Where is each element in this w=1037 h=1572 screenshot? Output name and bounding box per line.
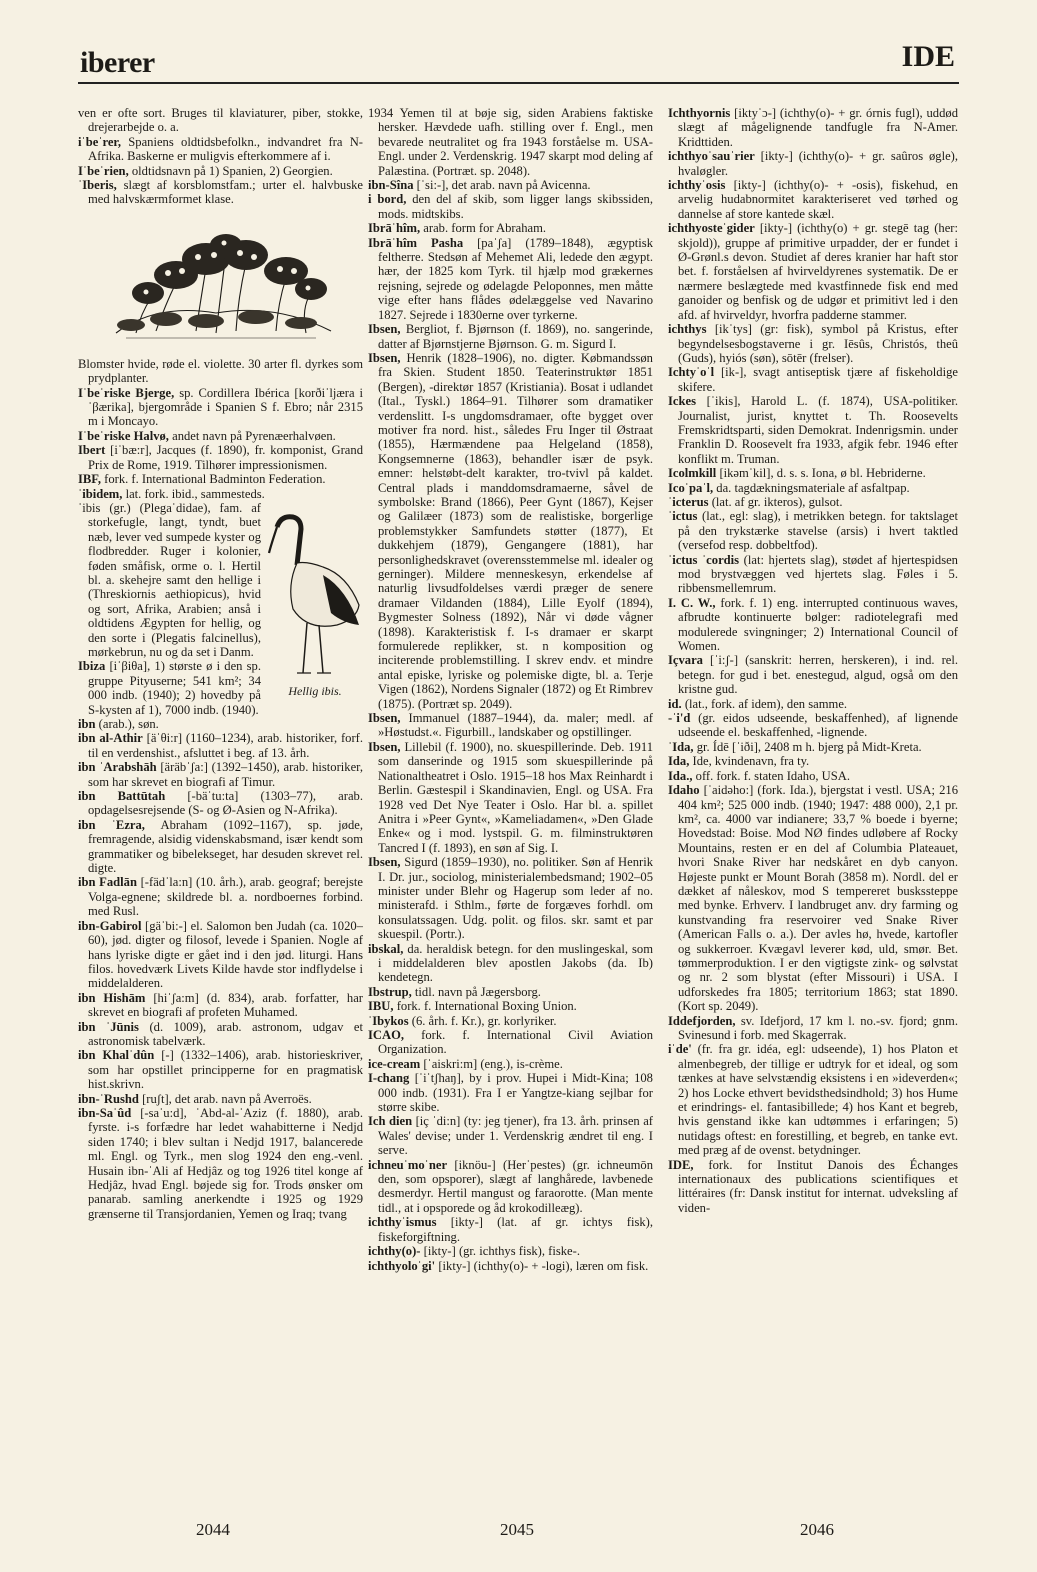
dictionary-entry xyxy=(668,1158,958,1216)
definition: [-fädˈla:n] (10. årh.), arab. geograf; berejste Volga-egnene; skildrede bl. a. nordboernes forbind. med Rusl. xyxy=(88,875,363,919)
definition: (gr. eidos udseende, beskaffenhed), af lignende udseende el. beskaffenhed, -lignende. xyxy=(678,711,958,740)
column-1-entries-mid xyxy=(78,386,363,501)
headword: Ibsen, xyxy=(368,711,401,726)
headword: ibn Khalˈdûn xyxy=(78,1048,155,1063)
headword: ibn-Saˈûd xyxy=(78,1105,132,1120)
headword: IBU, xyxy=(368,999,394,1014)
definition: [ikty-] (gr. ichthys fisk), fiske-. xyxy=(423,1244,580,1259)
column-1-entries xyxy=(78,106,363,207)
headword: Ida, xyxy=(668,754,690,769)
dictionary-entry xyxy=(368,740,653,855)
headword: ichthyoˈsauˈrier xyxy=(668,149,755,164)
definition: [ikty-] (ichthy(o)- + gr. saûros øgle), hvaløgler. xyxy=(678,149,958,178)
headword: ibn Battūtah xyxy=(78,789,166,804)
definition: [ˈaidəho:] (fork. Ida.), bjergstat i vestl. USA; 216 404 km²; 525 000 indb. (1940; 1947: 488 000), 2,1 pr. km², ca. 4000 var indianere; 33,7 % boede i byerne; Hovedstad: Boise. Mod NØ findes udløbere af Rocky Mountains, resten er en del af Columbia Plateauet, hvori Snake River har nedskåret en dyb canyon. Højeste punkt er Mount Borah (3858 m). Nordl. del er dækket af nåleskov, mod S tempereret buskssteppe med bynke. Erhverv. I landbruget anv. dry farming og kunstvanding fra reservoirer ved Snake River (American Falls o. a.). Der avles hø, hvede, kartofler og sukkerroer. Kvægavl leverer kød, uld, smør. Bet. tømmerproduktion. I er den vigtigste zink- og sølvstat og nr. 2 som blystat (efter Missouri) i USA. I udforskedes fra 1805; territorium 1863; stat 1890. (Kort sp. 2049). xyxy=(678,783,958,1014)
dictionary-entry xyxy=(368,1114,653,1157)
dictionary-entry xyxy=(668,553,958,596)
dictionary-entry xyxy=(368,999,653,1013)
definition: da. tagdækningsmateriale af asfaltpap. xyxy=(716,480,910,495)
definition: lat. fork. ibid., sammesteds. xyxy=(125,486,265,501)
definition: [ikəmˈkil], d. s. s. Iona, ø bl. Hebriderne. xyxy=(719,466,926,481)
page-number-left: 2044 xyxy=(196,1520,230,1539)
dictionary-entry xyxy=(368,1028,653,1057)
definition: ven er ofte sort. Bruges til klaviaturer, piber, stokke, drejerarbejde o. a. xyxy=(78,106,363,135)
headword: Ichthyornis xyxy=(668,106,731,120)
dictionary-entry xyxy=(668,769,958,783)
headword: iˈde' xyxy=(668,1042,692,1057)
definition: (lat: hjertets slag), stødet af hjertespidsen mod brystvæggen ved hjertets slag. Føles i 5. ribbensmellemrum. xyxy=(678,552,958,596)
dictionary-entry xyxy=(368,192,653,221)
definition: sp. Cordillera Ibérica [korðiˈljæra iˈβærika], bjergområde i Spanien S f. Ebro; når 2315 m i Moncayo. xyxy=(88,385,363,429)
definition: Bergliot, f. Bjørnson (f. 1869), no. sangerinde, datter af Bjørnstjerne Bjørnson. G. m. Sigurd I. xyxy=(378,322,653,351)
headword: ibn ˈJūnis xyxy=(78,1019,139,1034)
definition: [ˈiˈtʃhaŋ], by i prov. Hupei i Midt-Kina; 108 000 indb. (1931). Fra I er Yangtze-kiang sejlbar for større skibe. xyxy=(378,1071,653,1115)
definition: [iç ˈdi:n] (ty: jeg tjener), fra 13. årh. prinsen af Wales' devise; under 1. Verdenskrig ændret til eng. I serve. xyxy=(378,1114,653,1158)
definition: (6. årh. f. Kr.), gr. korlyriker. xyxy=(411,1013,557,1028)
headword: ibn-ˈRushd xyxy=(78,1091,139,1106)
dictionary-entry xyxy=(78,1048,363,1091)
definition: [ruʃt], det arab. navn på Averroës. xyxy=(142,1091,312,1106)
running-head-left: iberer xyxy=(80,46,155,79)
headword: -ˈi'd xyxy=(668,711,691,726)
definition: [iknöu-] (Herˈpestes) (gr. ichneumōn den, som opsporer), slægt af langhårede, lavbenede desmerdyr. Hertil mangust og faraorotte. (Man mente tidl., at i opsporede og åd krokodilleæg). xyxy=(378,1157,653,1215)
headword: ibskal, xyxy=(368,941,404,956)
definition: den del af skib, som ligger langs skibssiden, mods. midtskibs. xyxy=(378,192,653,221)
dictionary-entry xyxy=(368,351,653,711)
dictionary-entry xyxy=(668,596,958,654)
headword: id. xyxy=(668,696,682,711)
running-head-right: IDE xyxy=(901,40,955,73)
definition: da. heraldisk betegn. for den muslingeskal, som i middelalderen blev apostlen Jakobs (da. Ib) kendetegn. xyxy=(378,941,653,985)
dictionary-entry xyxy=(668,394,958,466)
definition: [-bäˈtu:ta] (1303–77), arab. opdagelsesrejsende (S- og Ø-Asien og N-Afrika). xyxy=(88,789,363,818)
definition: fork. f. 1) eng. interrupted continuous waves, afbrudte kontinuerte bølger: radiotelegrafi med modulerede svingninger; 2) International Council of Women. xyxy=(678,595,958,654)
definition: [ikty-] (lat. af gr. ichtys fisk), fiskeforgiftning. xyxy=(378,1215,653,1244)
definition: Immanuel (1887–1944), da. maler; medl. af »Høstudst.«. Figurbill., landskaber og opstillinger. xyxy=(378,711,653,740)
definition: [-] (1332–1406), arab. historieskriver, som har opstillet principperne for en pragmatisk hist.skrivn. xyxy=(88,1048,363,1092)
headword: ichthys xyxy=(668,322,707,337)
headword: I. C. W., xyxy=(668,595,716,610)
ibis-entry: ˈibis (gr.) (Plegaˈdidae), fam. af storkefugle, langt, tyndt, buet næb, lever ved sumpede kyster og flodbredder. Ruger i kolonier, føden småfisk, orme o. l. Hertil bl. a. skehejre samt den hellige i (Threskiornis aethiopicus), hvid og sort, Afrika, Arabien; anså i oldtidens Ægypten for hellig, og den sorte i (Plegatis falcinellus), mørkebrun, nu og da set i Danm. xyxy=(78,500,261,659)
dictionary-entry xyxy=(668,653,958,696)
headword: ibn-Gabirol xyxy=(78,918,142,933)
dictionary-entry xyxy=(78,919,363,991)
headword: Ickes xyxy=(668,394,696,409)
headword: ice-cream xyxy=(368,1056,421,1071)
definition: sv. Idefjord, 17 km l. no.-sv. fjord; gnm. Svinesund i forb. med Skagerrak. xyxy=(678,1013,958,1042)
headword: ichthyˈosis xyxy=(668,178,726,193)
dictionary-entry xyxy=(368,711,653,740)
dictionary-entry xyxy=(368,1158,653,1216)
dictionary-entry xyxy=(78,731,363,760)
definition: Spaniens oldtidsbefolkn., indvandret fra N-Afrika. Baskerne er muligvis efterkommere af i. xyxy=(88,134,363,164)
dictionary-entry xyxy=(78,760,363,789)
definition: [iˈbæ:r], Jacques (f. 1890), fr. komponist, Grand Prix de Rome, 1919. Tilhører impressionismen. xyxy=(88,443,363,472)
dictionary-entry xyxy=(368,985,653,999)
definition: arab. form for Abraham. xyxy=(423,221,547,236)
definition: Henrik (1828–1906), no. digter. Købmandssøn fra Skien. Student 1850. Teaterinstruktør 1851 (Bergen), -direktør 1857 (Kristiania). Bosat i udlandet (Ital., Tyskl.) 1864–91. Tilhører som dramatiker verdenslitt. I-s ungdomsdramaer, ofte bygget over motiver fra nord. hist., således Fru Inger til Østraat (1855), Hærmændene paa Helgeland (1858), Kongsemnerne (1863), behandler især de psyk. emner: helstøbt-delt karakter, tro-tvivl på kaldet. Central plads i manddomsdramaerne, såvel de symbolske: Brand (1866), Peer Gynt (1867), Kejser og Galilæer (1873) som de realistiske, borgerlige problemstykker Samfundets støtter (1877), Et dukkehjem (1879), Gengangere (1881), har personlighedskravet (overensstemmelse ml. idealer og gerninger). Mildere menneskesyn, erkendelse af naturlig livsudfoldelses værdi præger de senere dramaer Vildanden (1884), Lille Eyolf (1894), Bygmester Solness (1892), Når vi døde vågner (1898). Karakteristisk f. I-s dramaer er skarpt formulerede replikker, st. n komposition og inciterende problemstilling. I skrev endv. et mindre antal episke, lyriske og polemiske digte, bl. a. Terje Vigen (1862), Nordens Signaler (1872) og Et Rimbrev (1875). (Portræt sp. 2049). xyxy=(378,350,653,711)
headword: Ich dien xyxy=(368,1114,413,1129)
dictionary-entry xyxy=(668,149,958,178)
headword: Icolmkill xyxy=(668,466,717,481)
definition: tidl. navn på Jægersborg. xyxy=(414,984,541,999)
headword: ˈictus xyxy=(668,509,698,524)
headword: ichthy(o)- xyxy=(368,1244,421,1259)
dictionary-entry xyxy=(78,135,363,164)
column-1-entries-b xyxy=(78,659,363,1221)
dictionary-entry xyxy=(668,106,958,149)
iberis-plant-drawing xyxy=(96,213,346,353)
definition: gr. Ídē [ˈiði], 2408 m h. bjerg på Midt-Kreta. xyxy=(696,739,922,754)
dictionary-entry xyxy=(78,717,363,731)
headword: ichthyosteˈgider xyxy=(668,221,755,236)
dictionary-entry xyxy=(668,697,958,711)
dictionary-entry xyxy=(368,236,653,322)
definition: [ˈikis], Harold L. (f. 1874), USA-politiker. Journalist, jurist, knyttet t. Th. Roosevelts Fremskridtsparti, siden Demokrat. Indenrigsmin. under Franklin D. Roosevelt fra 1933, afgik febr. 1946 efter konflikt m. Truman. xyxy=(678,394,958,466)
flower-illustration xyxy=(78,213,363,353)
dictionary-entry xyxy=(78,991,363,1020)
dictionary-entry xyxy=(368,106,653,178)
dictionary-entry xyxy=(78,178,363,207)
headword: Iˈbeˈriske Bjerge, xyxy=(78,385,175,400)
headword: ˈibidem, xyxy=(78,486,123,501)
definition: [ˈaiskri:m] (eng.), is-crème. xyxy=(423,1056,563,1071)
headword: i bord, xyxy=(368,192,407,207)
definition: (fr. fra gr. idéa, egl: udseende), 1) hos Platon et almenbegreb, der tillige er udtryk for et ideal, og som tænkes at have selvstændig eksistens i en »ideverden«; 2) hos Locke ethvert bevidsthedsindhold; 3) hos Hume et erindrings- el. fantasibillede; 4) hos Kant et begreb, hvis genstand ikke kan udtømmes i erfaringen; 5) nutidags oftest: en forestilling, et begreb, en tanke evt. med præg af de ovenst. betydninger. xyxy=(678,1042,958,1158)
definition: fork. f. International Badminton Federation. xyxy=(104,472,326,487)
headword: Ibert xyxy=(78,443,106,458)
dictionary-entry xyxy=(78,429,363,443)
dictionary-entry xyxy=(668,178,958,221)
dictionary-entry xyxy=(668,1042,958,1157)
definition: (arab.), søn. xyxy=(98,717,159,731)
page-number-middle: 2045 xyxy=(500,1520,534,1539)
definition: Lillebil (f. 1900), no. skuespillerinde. Deb. 1911 som danserinde og 1915 som skuespillerinde på Nationaltheatret i Oslo. 1915–18 hos Max Reinhardt i Berlin. Gæstespil i Skandinavien, Engl. og USA. Fra 1928 ved Det Nye Teater i Oslo. Har bl. a. spillet Anitra i »Peer Gynt«, »Kameliadamen«, »Den Glade Enke« og i mod. lystspil. G. m. filminstruktøren Tancred I (f. 1893), en søn af Sig. I. xyxy=(378,739,653,855)
definition: [hiˈʃa:m] (d. 834), arab. forfatter, har skrevet en biografi af profeten Muhamed. xyxy=(88,990,363,1020)
headword: I-chang xyxy=(368,1071,410,1086)
headword: Iˈbeˈriske Halvø, xyxy=(78,428,169,443)
dictionary-entry xyxy=(78,386,363,429)
headword: IBF, xyxy=(78,472,101,487)
headword: Içvara xyxy=(668,653,703,668)
definition: [iktyˈɔ-] (ichthy(o)- + gr. órnis fugl), uddød slægt af mågelignende tandfugle fra N-Amer. Kridttiden. xyxy=(678,106,958,149)
definition: [ˈi:ʃ-] (sanskrit: herren, herskeren), i ind. rel. betegn. for gud i bet. enestegud, algud, også om den kristne gud. xyxy=(678,653,958,697)
dictionary-entry xyxy=(368,1057,653,1071)
dictionary-entry xyxy=(668,322,958,365)
definition: [ikˈtys] (gr: fisk), symbol på Kristus, efter begyndelsesbogstaverne i gr. Iēsûs, Christós, theû (Guds), hyiós (søn), sōtēr (frelser). xyxy=(678,322,958,365)
dictionary-entry xyxy=(368,1244,653,1258)
dictionary-entry xyxy=(368,1014,653,1028)
dictionary-entry xyxy=(368,855,653,941)
headword: Ida., xyxy=(668,768,693,783)
definition: [ikty-] (ichthy(o)- + -osis), fiskehud, en arvelig hudabnormitet karakteriseret ved tørhed og dannelse af store kantede skæl. xyxy=(678,178,958,221)
headword: Ibsen, xyxy=(368,739,401,754)
header-rule xyxy=(78,82,959,84)
headword: Idaho xyxy=(668,783,700,798)
dictionary-entry xyxy=(668,365,958,394)
headword: ˈIbykos xyxy=(368,1013,409,1028)
sacred-ibis-drawing xyxy=(267,505,363,681)
dictionary-entry xyxy=(668,495,958,509)
dictionary-entry xyxy=(368,1215,653,1244)
dictionary-entry xyxy=(668,783,958,1014)
headword: ibn al-Athir xyxy=(78,731,143,746)
headword: ibn Hishām xyxy=(78,990,146,1005)
definition: fork. for Institut Danois des Échanges internationaux des publications scientifiques et littéraires (fr: Dansk institut for internat. udveksling af viden- xyxy=(678,1157,958,1215)
headword: ibn Fadlān xyxy=(78,875,137,890)
dictionary-entry xyxy=(78,1106,363,1221)
headword: Iˈbeˈrien, xyxy=(78,163,129,178)
dictionary-entry xyxy=(78,1020,363,1049)
column-3 xyxy=(668,106,958,1524)
dictionary-entry xyxy=(78,106,363,135)
headword: IDE, xyxy=(668,1157,694,1172)
headword: ibn ˈEzra, xyxy=(78,817,145,832)
dictionary-entry xyxy=(78,789,363,818)
dictionary-entry xyxy=(668,466,958,480)
definition: [gäˈbi:-] el. Salomon ben Judah (ca. 1020–60), jød. digter og filosof, levede i Spanien. Nogle af hans lyriske digte er gået ind i den jød. liturgi. Hans filos. hovedværk Livets Kilde havde stor indflydelse i middelalderen. xyxy=(88,918,363,991)
definition: [äˈθi:r] (1160–1234), arab. historiker, forf. til en verdenshist., afsluttet i beg. af 13. årh. xyxy=(88,731,363,760)
dictionary-entry xyxy=(78,472,363,486)
definition: [paˈʃa] (1789–1848), ægyptisk feltherre. Stedsøn af Mehemet Ali, ledede den ægypt. hær, der 1825 kom Tyrk. til hjælp mod grækernes rejsning, sejrede og ødelagde Peloponnes, men måtte vige efter hans flådes ødelæggelse ved Navarino 1827. Sejrede i 1830erne over tyrkerne. xyxy=(378,235,653,322)
dictionary-entry xyxy=(368,942,653,985)
headword: Ibiza xyxy=(78,659,106,674)
flower-caption: Blomster hvide, røde el. violette. 30 arter fl. dyrkes som prydplanter. xyxy=(78,356,363,386)
headword: ichneuˈmoˈner xyxy=(368,1157,448,1172)
dictionary-entry xyxy=(78,818,363,876)
page-number-right: 2046 xyxy=(800,1520,834,1539)
headword: Iddefjorden, xyxy=(668,1013,736,1028)
definition: [ikty-] (ichthy(o)- + -logi), læren om fisk. xyxy=(438,1258,649,1273)
dictionary-entry xyxy=(668,221,958,322)
definition: Abraham (1092–1167), sp. jøde, fremragende, alsidig videnskabsmand, især kendt som grammatiker og bibelekseget, har desuden skrevet rel. digte. xyxy=(88,817,363,876)
dictionary-entry xyxy=(668,754,958,768)
definition: fork. f. International Boxing Union. xyxy=(396,999,577,1014)
headword: Ichtyˈoˈl xyxy=(668,365,715,380)
definition: oldtidsnavn på 1) Spanien, 2) Georgien. xyxy=(131,163,333,178)
headword: iˈbeˈrer, xyxy=(78,134,122,149)
definition: (d. 1009), arab. astronom, udgav et astronomisk tabelværk. xyxy=(88,1019,363,1048)
definition: [-saˈu:d], ˈAbd-al-ˈAziz (f. 1880), arab. fyrste. i-s forfædre har ledet wahabitterne i Nedjd siden 1740; i blev sultan i Nedjd 1917, balancerede ml. Engl. og Tyrk., men slog 1924 den eng.-venl. Husain ibn-ˈAli af Hedjâz og tog 1926 titel konge af Hedjâz, hvad Engl. bøjede sig for. Trods ønsker om panarab. samling anerkendte i 1925 og 1929 grænserne til Transjordanien, Yemen og Iraq; tvang xyxy=(88,1105,363,1221)
headword: ichthyˈismus xyxy=(368,1215,437,1230)
definition: fork. f. International Civil Aviation Organization. xyxy=(378,1028,653,1057)
ibis-illustration xyxy=(267,505,363,699)
headword: ibn-Sîna xyxy=(368,178,414,193)
column-1 xyxy=(78,106,363,1524)
dictionary-entry xyxy=(368,221,653,235)
definition: Ide, kvindenavn, fra ty. xyxy=(692,754,810,769)
headword: Ibrāˈhîm, xyxy=(368,221,421,236)
dictionary-entry xyxy=(368,178,653,192)
dictionary-entry xyxy=(668,509,958,552)
headword: ibn ˈArabshāh xyxy=(78,760,157,775)
dictionary-entry xyxy=(78,487,363,501)
headword: Ibsen, xyxy=(368,322,401,337)
dictionary-entry xyxy=(78,164,363,178)
definition: [iˈβiθa], 1) største ø i den sp. gruppe Pityuserne; 541 km²; 34 000 indb. (1940); 2) hovedby på S-kysten af 1), 7000 indb. (1940). xyxy=(88,659,261,717)
headword: Ibsen, xyxy=(368,855,401,870)
dictionary-entry xyxy=(668,740,958,754)
headword: Icoˈpaˈl, xyxy=(668,480,714,495)
dictionary-entry xyxy=(368,1071,653,1114)
column-2 xyxy=(368,106,653,1524)
dictionary-entry xyxy=(668,711,958,740)
definition: (lat., fork. af idem), den samme. xyxy=(684,696,848,711)
definition: 1934 Yemen til at bøje sig, siden Arabiens faktiske hersker. Hævdede uafh. stilling over f. Engl., men bevarede neutralitet og fra 1943 forståelse m. USA-Engl. under 2. Verdenskrig. 1947 skarpt mod deling af Palæstina. (Portræt. sp. 2048). xyxy=(368,106,653,178)
definition: [ˈsi:-], det arab. navn på Avicenna. xyxy=(416,178,591,193)
dictionary-entry xyxy=(668,481,958,495)
headword: ICAO, xyxy=(368,1028,405,1042)
definition: [äräbˈʃa:] (1392–1450), arab. historiker, som har skrevet en biografi af Timur. xyxy=(88,760,363,789)
definition: (lat. af gr. ikteros), gulsot. xyxy=(711,494,843,509)
definition: [ikty-] (ichthy(o) + gr. stegē tag (her: skjold)), gruppe af primitive urpadder, der er fundet i Ø-Grønl.s devon. Studiet af deres kranier har haft stor bet. f. forståelsen af hvirveldyrenes systematik. De er nærmere beslægtede med kvastfinnede fisk end med ganoider og benfisk og de udgør et primitivt led i den afd. af hvirveldyr, hvorfra padderne stammer. xyxy=(678,221,958,322)
headword: ˈicterus xyxy=(668,494,709,509)
definition: (lat., egl: slag), i metrikken betegn. for taktslaget på den trykstærke stavelse (arsis) i hvert taktled (versefod resp. dobbeltfod). xyxy=(678,509,958,553)
dictionary-entry xyxy=(368,322,653,351)
headword: ˈIda, xyxy=(668,739,694,754)
definition: slægt af korsblomstfam.; urter el. halvbuske med halvskærmformet klase. xyxy=(88,178,363,207)
headword: Ibsen, xyxy=(368,350,401,365)
headword: ˈictus ˈcordis xyxy=(668,552,740,567)
headword: ibn xyxy=(78,717,96,731)
dictionary-entry xyxy=(368,1259,653,1273)
dictionary-entry xyxy=(78,443,363,472)
dictionary-entry xyxy=(668,1014,958,1043)
headword: Ibrāˈhîm Pasha xyxy=(368,235,464,250)
definition: andet navn på Pyrenæerhalvøen. xyxy=(172,428,336,443)
definition: [ik-], svagt antiseptisk tjære af fiskeholdige skifere. xyxy=(678,365,958,394)
headword: Ibstrup, xyxy=(368,984,412,999)
dictionary-entry xyxy=(78,875,363,918)
ibis-caption: Hellig ibis. xyxy=(288,684,342,699)
dictionary-entry xyxy=(78,1092,363,1106)
headword: ˈIberis, xyxy=(78,178,117,193)
definition: Sigurd (1859–1930), no. politiker. Søn af Henrik I. Dr. jur., sociolog, ministerialembedsmand; 1902–05 minister under Blehr og Hagerup som leder af no. ministerafd. i Sthlm., førte de forgæves forhdl. om konsulatssagen. Udg. polit. og filos. skr. samt et par skuespil. (Portr.). xyxy=(378,855,653,942)
headword: ichthyoloˈgi' xyxy=(368,1258,436,1273)
definition: off. fork. f. staten Idaho, USA. xyxy=(695,768,851,783)
